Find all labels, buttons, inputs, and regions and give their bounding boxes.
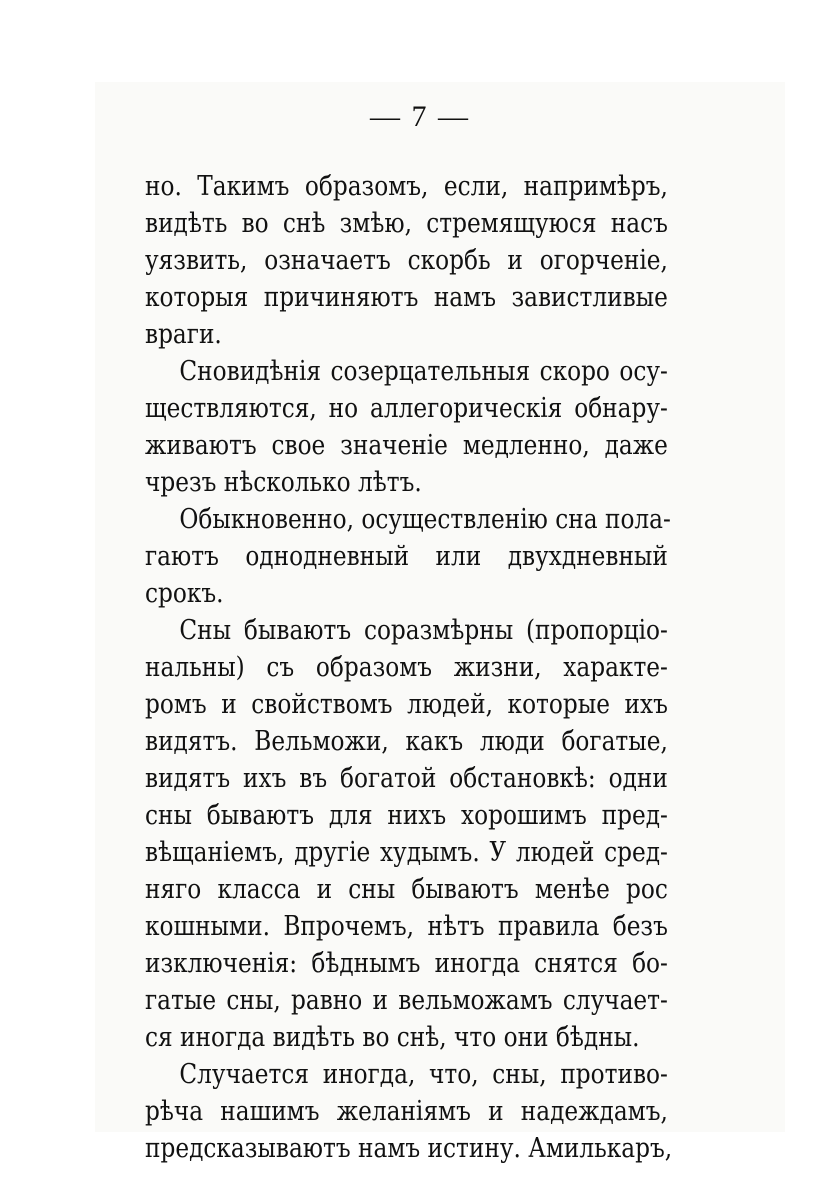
text-line: уязвить, означаетъ скорбь и огорченіе, xyxy=(145,245,668,276)
text-line: Сновидѣнія созерцательныя скоро осу- xyxy=(179,356,668,387)
text-line: чрезъ нѣсколько лѣтъ. xyxy=(145,467,422,498)
text-line: ществляются, но аллегорическія обнару- xyxy=(145,393,668,424)
text-line: няго класса и сны бываютъ менѣе рос xyxy=(145,874,668,905)
page-number: — 7 — xyxy=(370,100,470,133)
text-line: видятъ ихъ въ богатой обстановкѣ: одни xyxy=(145,763,668,794)
text-line: вѣщаніемъ, другіе худымъ. У людей сред- xyxy=(145,837,668,868)
text-line: видятъ. Вельможи, какъ люди богатые, xyxy=(145,726,668,757)
text-line: Сны бываютъ соразмѣрны (пропорціо- xyxy=(179,615,668,646)
text-line: Случается иногда, что, сны, противо- xyxy=(179,1059,668,1090)
text-line: видѣть во снѣ змѣю, стремящуюся насъ xyxy=(145,208,668,239)
text-line: нальны) съ образомъ жизни, характе- xyxy=(145,652,668,683)
body-text xyxy=(145,168,673,1167)
text-line: Обыкновенно, осуществленію сна пола- xyxy=(179,504,671,535)
text-line: ромъ и свойствомъ людей, которые ихъ xyxy=(145,689,668,720)
text-line: срокъ. xyxy=(145,578,224,609)
text-line: кошными. Впрочемъ, нѣтъ правила безъ xyxy=(145,911,668,942)
text-line: сны бываютъ для нихъ хорошимъ пред- xyxy=(145,800,668,831)
text-line: гаютъ однодневный или двухдневный xyxy=(145,541,668,572)
text-line: предсказываютъ намъ истину. Амилькаръ, xyxy=(145,1133,673,1164)
text-line: враги. xyxy=(145,319,222,350)
text-line: гатые сны, равно и вельможамъ случает- xyxy=(145,985,668,1016)
text-line: но. Такимъ образомъ, если, напримѣръ, xyxy=(145,171,668,202)
text-line: рѣча нашимъ желаніямъ и надеждамъ, xyxy=(145,1096,668,1127)
text-line: ся иногда видѣть во снѣ, что они бѣдны. xyxy=(145,1022,640,1053)
text-line: изключенія: бѣднымъ иногда снятся бо- xyxy=(145,948,668,979)
text-line: которыя причиняютъ намъ завистливые xyxy=(145,282,668,313)
text-line: живаютъ свое значеніе медленно, даже xyxy=(145,430,668,461)
